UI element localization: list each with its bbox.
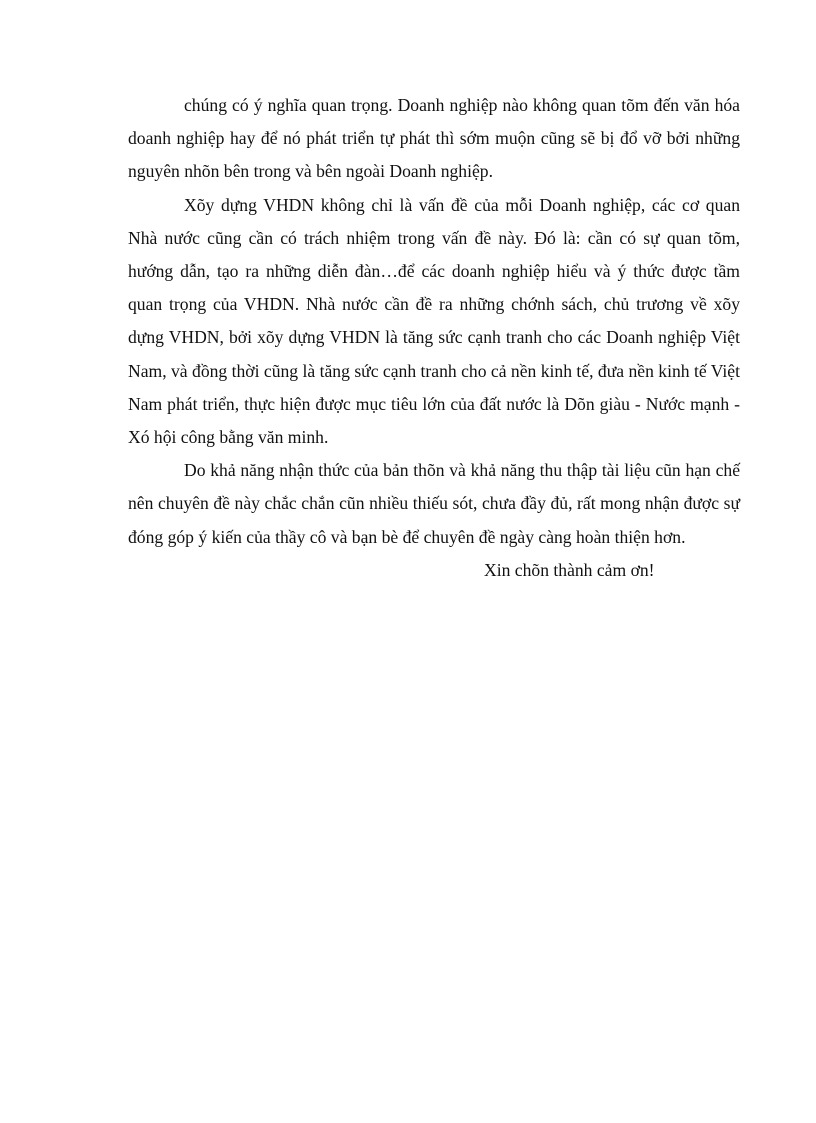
paragraph-2: Xõy dựng VHDN không chỉ là vấn đề của mỗi Doanh nghiệp, các cơ quan Nhà nước cũng cần có trách nhiệm trong vấn đề này. Đó là: cần có sự quan tõm, hướng dẫn, tạo ra những diễn đàn…để các doanh nghiệp hiểu và ý thức được tầm quan trọng của VHDN. Nhà nước cần đề ra những chớnh sách, chủ trương về xõy dựng VHDN, bởi xõy dựng VHDN là tăng sức cạnh tranh cho các Doanh nghiệp Việt Nam, và đồng thời cũng là tăng sức cạnh tranh cho cả nền kinh tế, đưa nền kinh tế Việt Nam phát triển, thực hiện được mục tiêu lớn của đất nước là Dõn giàu - Nước mạnh - Xó hội công bằng văn minh.: [128, 194, 740, 448]
paragraph-1: chúng có ý nghĩa quan trọng. Doanh nghiệp nào không quan tõm đến văn hóa doanh nghiệp hay để nó phát triển tự phát thì sớm muộn cũng sẽ bị đổ vỡ bởi những nguyên nhõn bên trong và bên ngoài Doanh nghiệp.: [128, 95, 740, 182]
closing-thanks: Xin chõn thành cảm ơn!: [484, 559, 655, 580]
paragraph-3: Do khả năng nhận thức của bản thõn và khả năng thu thập tài liệu cũn hạn chế nên chuyên đề này chắc chắn cũn nhiều thiếu sót, chưa đầy đủ, rất mong nhận được sự đóng góp ý kiến của thầy cô và bạn bè để chuyên đề ngày càng hoàn thiện hơn.: [128, 460, 740, 547]
document-body: [128, 89, 740, 587]
